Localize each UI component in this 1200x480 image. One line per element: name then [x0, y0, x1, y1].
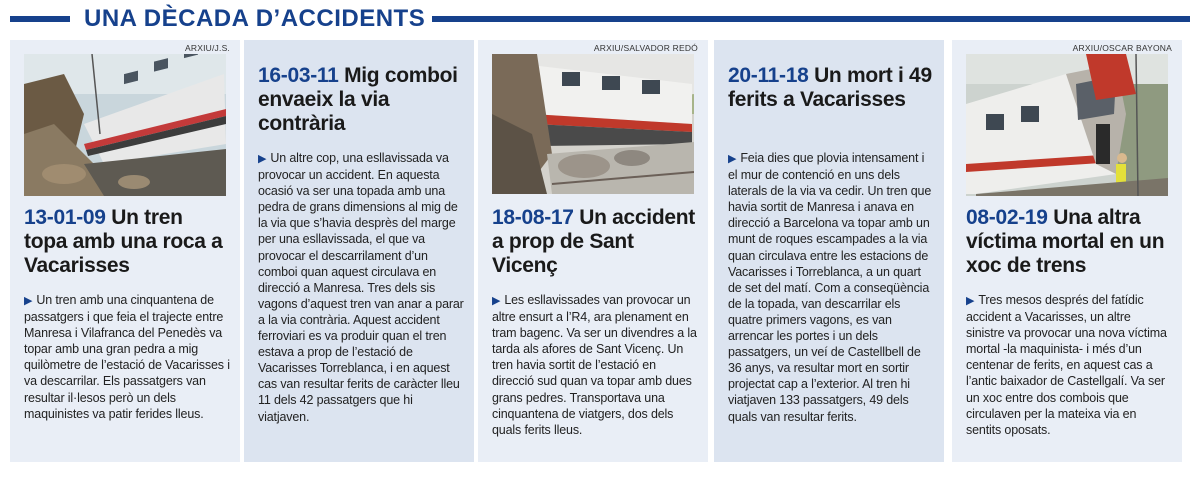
article-date: 18-08-17: [492, 206, 574, 229]
article-body: [728, 150, 934, 425]
bullet-triangle-icon: ▶: [24, 295, 33, 307]
article-date: 08-02-19: [966, 206, 1048, 229]
photo-credit: ARXIU/OSCAR BAYONA: [1072, 43, 1172, 53]
bullet-triangle-icon: ▶: [258, 153, 267, 165]
article-date: 13-01-09: [24, 206, 106, 229]
article-2019: [952, 40, 1182, 462]
article-text: Un altre cop, una esllavissada va provocar un accident. En aquesta ocasió va ser una topada amb una pedra de grans dimensions al mig de la via que s’havia desprès del marge per una esllavissada, el que va provocar el descarrilament d’un comboi quan aquest circulava en direcció a Manresa. Tres dels sis vagons d’aquest tren van anar a parar a la via contrària. Aquest accident ferroviari es va produir quan el tren estava a prop de l’estació de Vacarisses Torreblanca, i en aquest cas van resultar ferits de caràcter lleu 11 dels 42 passatgers que hi viatjaven.: [258, 151, 464, 424]
article-headline: [728, 64, 932, 112]
article-date: 20-11-18: [728, 64, 809, 87]
section-title: UNA DÈCADA D’ACCIDENTS: [84, 5, 426, 32]
article-body: [966, 292, 1172, 438]
photo-train-collision: [966, 54, 1168, 196]
article-text: Feia dies que plovia intensament i el mur de contenció en uns dels laterals de la via va cedir. Un tren que havia sortit de Manresa i anava en direcció a Barcelona va topar amb un munt de roques escampades a la via quan circulava entre les estacions de Vacarisses i Torreblanca, a un quart de set del matí. Com a conseqüència de la topada, van descarrilar els quatre primers vagons, es van arrencar les portes i un dels passatgers, un veí de Castellbell de 36 anys, va resultar mort en sortir projectat cap a l’exterior. Al tren hi viatjaven 133 passatgers, 49 dels quals van resultar ferits.: [728, 151, 932, 424]
photo-derailed-train-rocks: [24, 54, 226, 196]
article-headline: [258, 64, 462, 136]
article-2011: [244, 40, 474, 462]
article-text: Les esllavissades van provocar un altre ensurt a l’R4, ara plenament en tram bagenc. Va ser un divendres a la tarda als afores de Sant Vicenç. Un tren havia sortit de l’estació en direcció sud quan va topar amb dues grans pedres. Transportava una cinquantena de viatgers, dos dels quals ferits lleus.: [492, 293, 697, 437]
section-header: [10, 6, 1190, 32]
article-title: Un tren topa amb una roca a Vacarisses: [24, 206, 223, 277]
bullet-triangle-icon: ▶: [728, 153, 737, 165]
article-headline: [966, 206, 1170, 278]
photo-credit: ARXIU/J.S.: [185, 43, 230, 53]
header-rule-left: [10, 16, 70, 22]
article-2009: [10, 40, 240, 462]
article-text: Tres mesos després del fatídic accident a Vacarisses, un altre sinistre va provocar una nova víctima mortal -la maquinista- i més d’un centenar de ferits, en aquest cas a l’antic baixador de Castellgalí. Va ser un xoc entre dos combois que circulaven per la mateixa via en sentits oposats.: [966, 293, 1167, 437]
article-body: [492, 292, 698, 438]
article-title: Una altra víctima mortal en un xoc de trens: [966, 206, 1165, 277]
article-title: Un accident a prop de Sant Vicenç: [492, 206, 695, 277]
photo-credit: ARXIU/SALVADOR REDÓ: [593, 43, 698, 53]
header-rule-right: [432, 16, 1190, 22]
article-text: Un tren amb una cinquantena de passatgers i que feia el trajecte entre Manresa i Vilafranca del Penedès va topar amb una gran pedra a mig quilòmetre de l’estació de Vacarisses i va descarrilar. Els passatgers van resultar il·lesos però un dels maquinistes va patir ferides lleus.: [24, 293, 230, 421]
article-headline: [24, 206, 228, 278]
article-headline: [492, 206, 696, 278]
article-body: [24, 292, 230, 422]
article-2017: [478, 40, 708, 462]
article-title: Mig comboi envaeix la via contrària: [258, 64, 458, 135]
bullet-triangle-icon: ▶: [966, 295, 975, 307]
article-title: Un mort i 49 ferits a Vacarisses: [728, 64, 932, 111]
article-body: [258, 150, 464, 425]
photo-train-on-rocks: [492, 54, 694, 194]
article-2018: [714, 40, 944, 462]
bullet-triangle-icon: ▶: [492, 295, 501, 307]
article-date: 16-03-11: [258, 64, 339, 87]
